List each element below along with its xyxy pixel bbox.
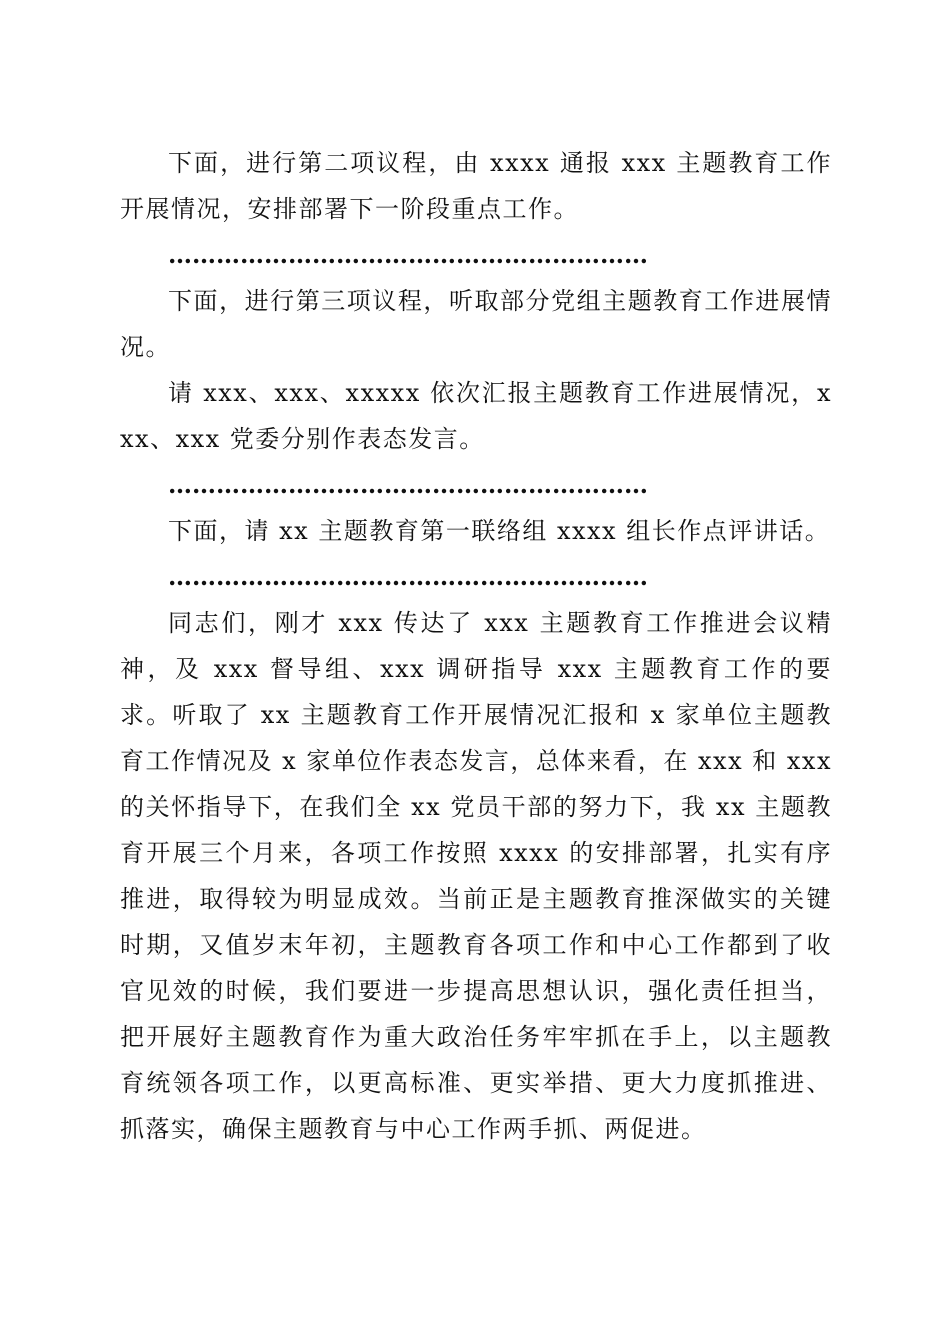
ellipsis-separator: …………………………………………………… xyxy=(168,240,648,269)
paragraph-review-speech: 下面，请 xx 主题教育第一联络组 xxxx 组长作点评讲话。 xyxy=(168,517,831,545)
paragraph-report-request: 请 xxx、xxx、xxxxx 依次汇报主题教育工作进展情况，xxx、xxx 党委分别作表态发言。 xyxy=(120,379,832,453)
paragraph-closing-remarks: 同志们，刚才 xxx 传达了 xxx 主题教育工作推进会议精神，及 xxx 督导组、xxx 调研指导 xxx 主题教育工作的要求。听取了 xx 主题教育工作开展情况汇报和 x 家单位主题教育工作情况及 x 家单位作表态发言，总体来看，在 xxx 和 xxx 的关怀指导下，在我们全 xx 党员干部的努力下，我 xx 主题教育开展三个月来，各项工作按照 xxxx 的安排部署，扎实有序推进，取得较为明显成效。当前正是主题教育推深做实的关键时期，又值岁末年初，主题教育各项工作和中心工作都到了收官见效的时候，我们要进一步提高思想认识，强化责任担当，把开展好主题教育作为重大政治任务牢牢抓在手上，以主题教育统领各项工作，以更高标准、更实举措、更大力度抓推进、抓落实，确保主题教育与中心工作两手抓、两促进。 xyxy=(120,609,832,1143)
paragraph-agenda-item-2: 下面，进行第二项议程，由 xxxx 通报 xxx 主题教育工作开展情况，安排部署下一阶段重点工作。 xyxy=(120,149,832,223)
document-page xyxy=(120,140,832,1152)
paragraph-agenda-item-3: 下面，进行第三项议程，听取部分党组主题教育工作进展情况。 xyxy=(120,287,832,361)
ellipsis-separator: …………………………………………………… xyxy=(168,470,648,499)
ellipsis-separator: …………………………………………………… xyxy=(168,562,648,591)
